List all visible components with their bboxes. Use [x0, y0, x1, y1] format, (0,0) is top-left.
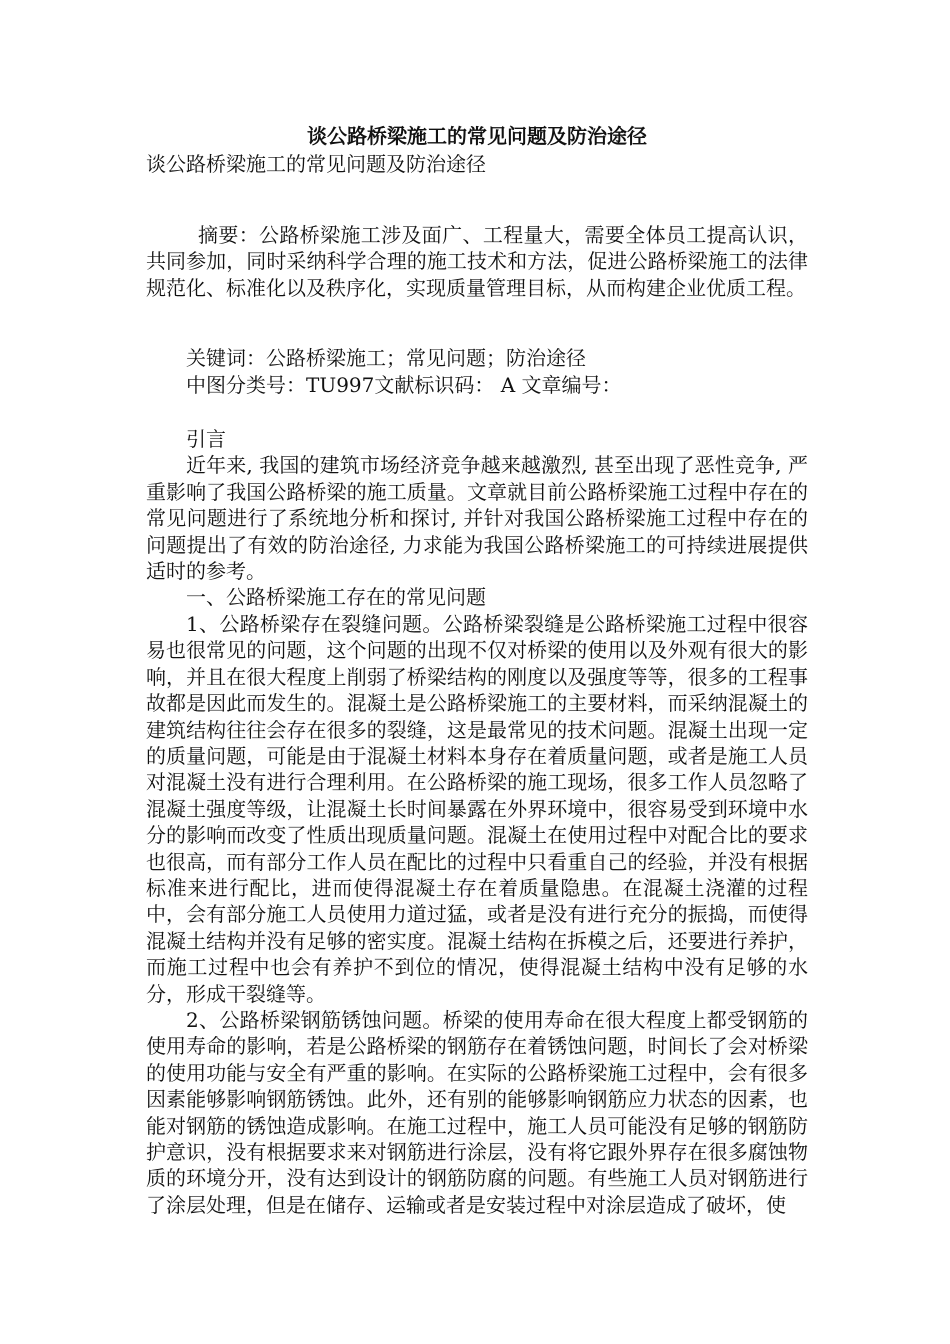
section-heading: 一、公路桥梁施工存在的常见问题: [186, 585, 486, 610]
body-paragraph-item2: 2、公路桥梁钢筋锈蚀问题。桥梁的使用寿命在很大程度上都受钢筋的使用寿命的影响，若是公路桥梁的钢筋存在着锈蚀问题，时间长了会对桥梁的使用功能与安全有严重的影响。在实际的公路桥梁施工过程中，会有很多因素能够影响钢筋锈蚀。此外，还有别的能够影响钢筋应力状态的因素，也能对钢筋的锈蚀造成影响。在施工过程中，施工人员可能没有足够的钢筋防护意识，没有根据要求来对钢筋进行涂层，没有将它跟外界存在很多腐蚀物质的环境分开，没有达到设计的钢筋防腐的问题。有些施工人员对钢筋进行了涂层处理，但是在储存、运输或者是安装过程中对涂层造成了破坏，使: [146, 1007, 808, 1217]
spacer: [146, 178, 808, 222]
spacer: [146, 301, 808, 345]
abstract-paragraph: 摘要：公路桥梁施工涉及面广、工程量大，需要全体员工提高认识，共同参加，同时采纳科学合理的施工技术和方法，促进公路桥梁施工的法律规范化、标准化以及秩序化，实现质量管理目标，从而构建企业优质工程。: [146, 223, 808, 300]
spacer: [146, 398, 808, 426]
document-title: 谈公路桥梁施工的常见问题及防治途径: [307, 124, 647, 148]
intro-paragraph: 近年来, 我国的建筑市场经济竞争越来越激烈, 甚至出现了恶性竞争, 严重影响了我国公路桥梁的施工质量。文章就目前公路桥梁施工过程中存在的常见问题进行了系统地分析和探讨, 并针对我国公路桥梁施工过程中存在的问题提出了有效的防治途径, 力求能为我国公路桥梁施工的可持续进展提供适时的参考。: [146, 453, 808, 584]
document-body: [146, 122, 808, 1218]
classification-line: 中图分类号：TU997文献标识码： A 文章编号：: [186, 372, 622, 397]
body-paragraph-item1: 1、公路桥梁存在裂缝问题。公路桥梁裂缝是公路桥梁施工过程中很容易也很常见的问题，这个问题的出现不仅对桥梁的使用以及外观有很大的影响，并且在很大程度上削弱了桥梁结构的刚度以及强度等等，很多的工程事故都是因此而发生的。混凝土是公路桥梁施工的主要材料，而采纳混凝土的建筑结构往往会存在很多的裂缝，这是最常见的技术问题。混凝土出现一定的质量问题，可能是由于混凝土材料本身存在着质量问题，或者是施工人员对混凝土没有进行合理利用。在公路桥梁的施工现场，很多工作人员忽略了混凝土强度等级，让混凝土长时间暴露在外界环境中，很容易受到环境中水分的影响而改变了性质出现质量问题。混凝土在使用过程中对配合比的要求也很高，而有部分工作人员在配比的过程中只看重自己的经验，并没有根据标准来进行配比，进而使得混凝土存在着质量隐患。在混凝土浇灌的过程中，会有部分施工人员使用力道过猛，或者是没有进行充分的振捣，而使得混凝土结构并没有足够的密实度。混凝土结构在拆模之后，还要进行养护，而施工过程中也会有养护不到位的情况，使得混凝土结构中没有足够的水分，形成干裂缝等。: [146, 611, 808, 1006]
intro-heading: 引言: [186, 427, 226, 452]
keywords-line: 关键词：公路桥梁施工；常见问题；防治途径: [186, 346, 586, 371]
document-subtitle: 谈公路桥梁施工的常见问题及防治途径: [146, 152, 486, 176]
